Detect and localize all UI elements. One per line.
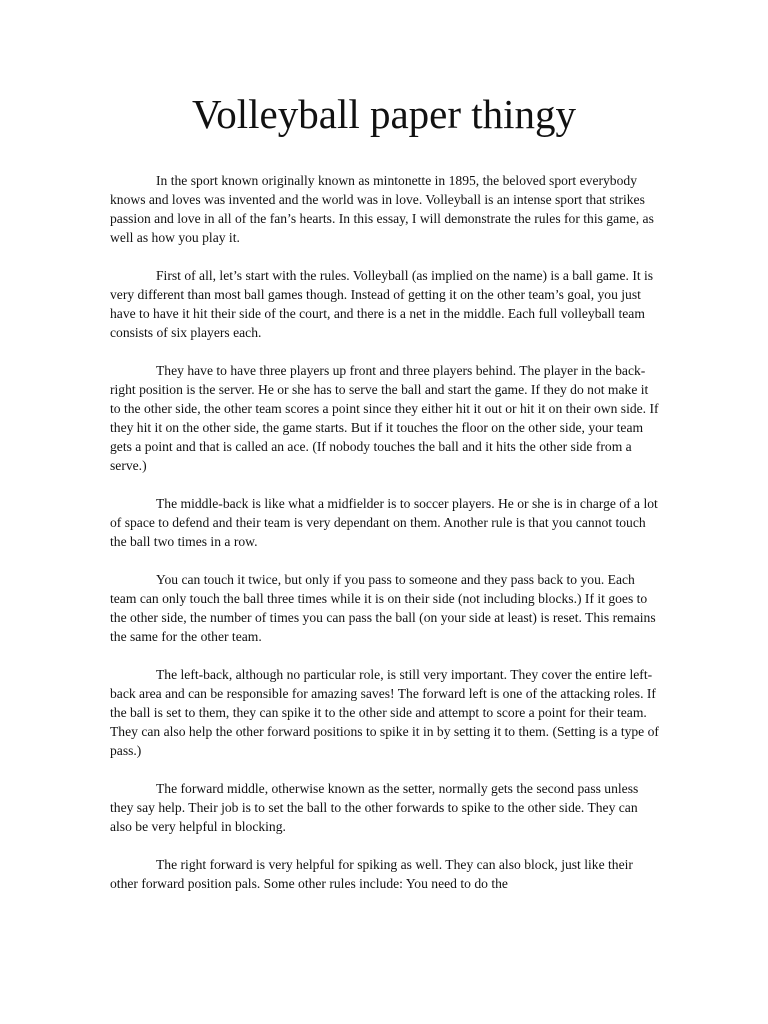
document-body [110,171,662,912]
paragraph-intro: In the sport known originally known as mintonette in 1895, the beloved sport everybody knows and loves was invented and the world was in love. Volleyball is an intense sport that strikes passion and love in all of the fan’s hearts. In this essay, I will demonstrate the rules for this game, as well as how you play it. [110,173,654,245]
paragraph-right-forward: The right forward is very helpful for spiking as well. They can also block, just like their other forward position pals. Some other rules include: You need to do the [110,857,633,891]
paragraph-middle-back: The middle-back is like what a midfielder is to soccer players. He or she is in charge of a lot of space to defend and their team is very dependant on them. Another rule is that you cannot touch the ball two times in a row. [110,496,658,549]
paragraph-forward-middle: The forward middle, otherwise known as the setter, normally gets the second pass unless they say help. Their job is to set the ball to the other forwards to spike to the other side. They can also be very helpful in blocking. [110,781,639,834]
paragraph-serve: They have to have three players up front and three players behind. The player in the back-right position is the server. He or she has to serve the ball and start the game. If they do not make it to the other side, the other team scores a point since they either hit it out or hit it on their own side. If they hit it on the other side, the game starts. But if it touches the floor on the other side, your team gets a point and that is called an ace. (If nobody touches the ball and it hits the other side from a serve.) [110,363,659,473]
document-title: Volleyball paper thingy [191,91,577,137]
paragraph-left-back: The left-back, although no particular role, is still very important. They cover the entire left-back area and can be responsible for amazing saves! The forward left is one of the attacking roles. If the ball is set to them, they can spike it to the other side and attempt to score a point for their team. They can also help the other forward positions to spike it in by setting it to them. (Setting is a type of pass.) [110,667,659,758]
paragraph-rules: First of all, let’s start with the rules. Volleyball (as implied on the name) is a ball game. It is very different than most ball games though. Instead of getting it on the other team’s goal, you just have to have it hit their side of the court, and there is a net in the middle. Each full volleyball team consists of six players each. [110,268,654,340]
paragraph-touches: You can touch it twice, but only if you pass to someone and they pass back to you. Each team can only touch the ball three times while it is on their side (not including blocks.) If it goes to the other side, the number of times you can pass the ball (on your side at least) is reset. This remains the same for the other team. [110,572,656,644]
